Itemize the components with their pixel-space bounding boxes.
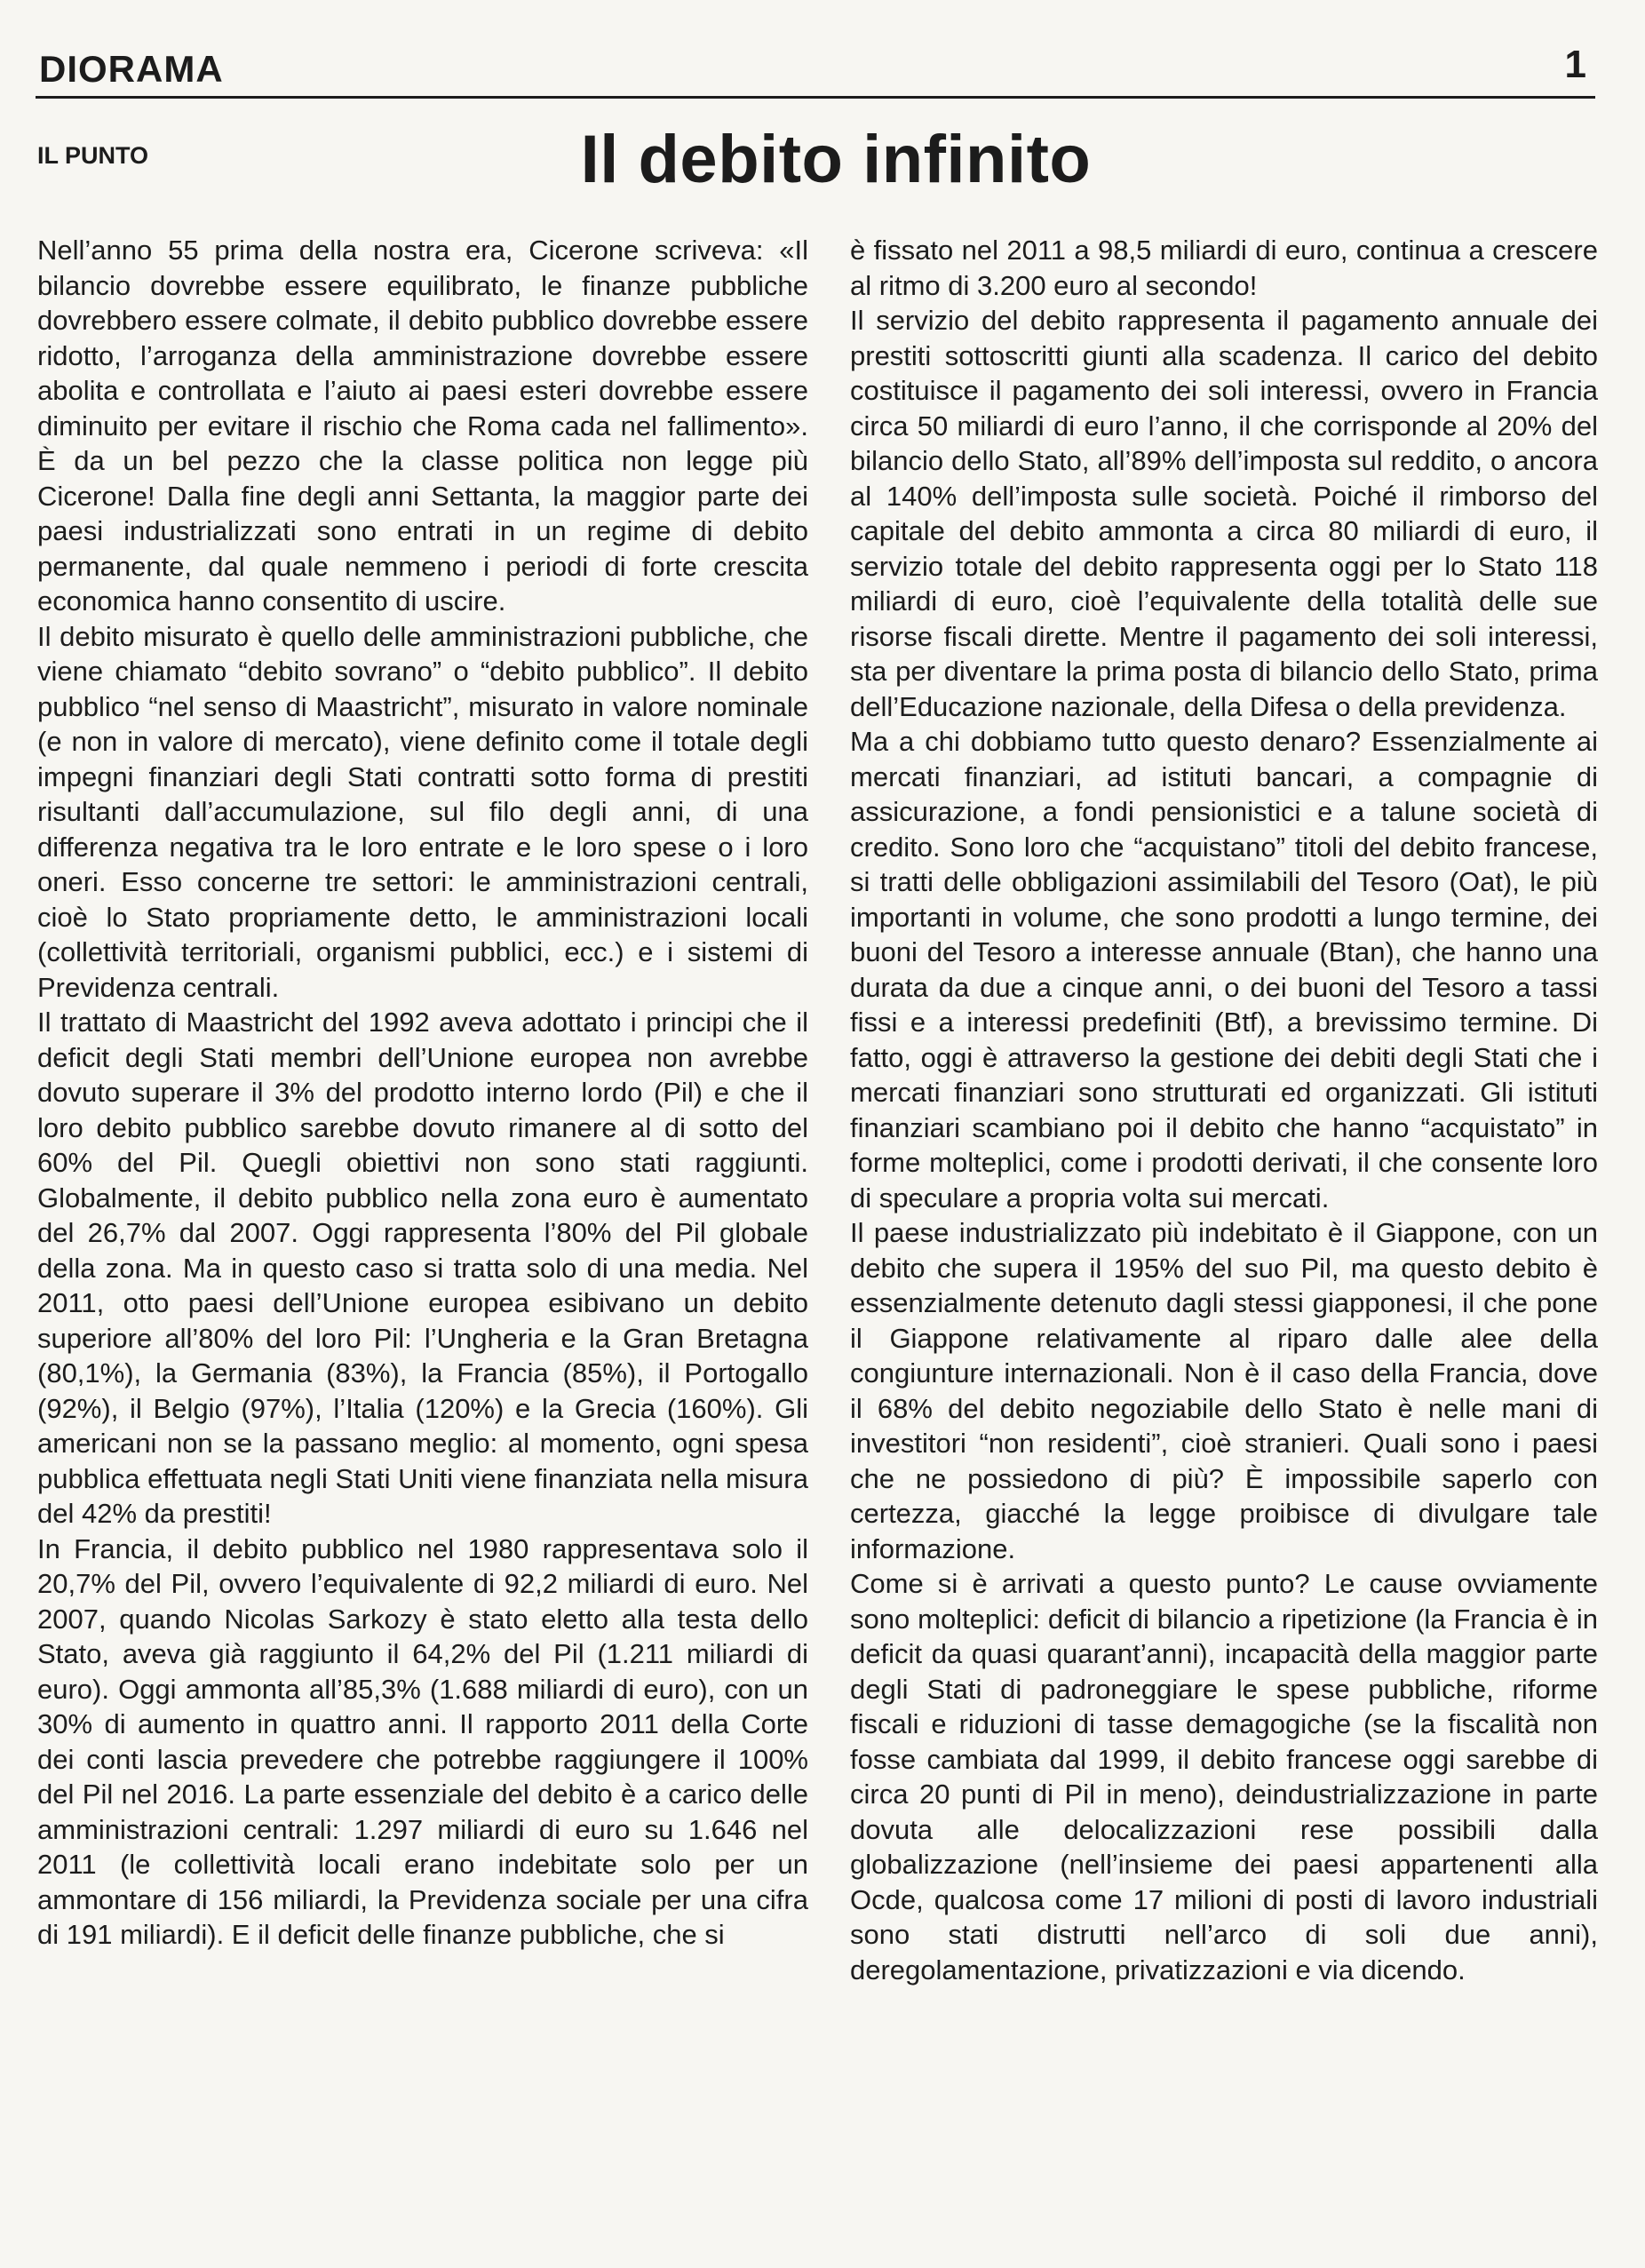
paragraph: Nell’anno 55 prima della nostra era, Cicerone scriveva: «Il bilancio dovrebbe essere equilibrato, le finanze pubbliche dovrebbero essere colmate, il debito pubblico dovrebbe essere ridotto, l’arroganza della amministrazione dovrebbe essere abolita e controllata e l’aiuto ai paesi esteri dovrebbe essere diminuito per evitare il rischio che Roma cada nel fallimento». È da un bel pezzo che la classe politica non legge più Cicerone! Dalla fine degli anni Settanta, la maggior parte dei paesi industrializzati sono entrati in un regime di debito permanente, dal quale nemmeno i periodi di forte crescita economica hanno consentito di uscire. (37, 235, 808, 617)
section-label: IL PUNTO (37, 142, 149, 169)
paragraph: Come si è arrivati a questo punto? Le cause ovviamente sono molteplici: deficit di bilancio a ripetizione (la Francia è in deficit da quasi quarant’anni), incapacità della maggior parte degli Stati di padroneggiare le spese pubbliche, riforme fiscali e riduzioni di tasse demagogiche (se la fiscalità non fosse cambiata dal 1999, il debito francese oggi sarebbe di circa 20 punti di Pil in meno), deindustrializzazione in parte dovuta alle delocalizzazioni rese possibili dalla globalizzazione (nell’insieme dei paesi appartenenti alla Ocde, qualcosa come 17 milioni di posti di lavoro industriali sono stati distrutti nell’arco di soli due anni), deregolamentazione, privatizzazioni e via dicendo. (850, 1568, 1598, 1985)
page-header (36, 43, 1595, 99)
paragraph: In Francia, il debito pubblico nel 1980 rappresentava solo il 20,7% del Pil, ovvero l’equivalente di 92,2 miliardi di euro. Nel 2007, quando Nicolas Sarkozy è stato eletto alla testa dello Stato, aveva già raggiunto il 64,2% del Pil (1.211 miliardi di euro). Oggi ammonta all’85,3% (1.688 miliardi di euro), con un 30% di aumento in quattro anni. Il rapporto 2011 della Corte dei conti lascia prevedere che potrebbe raggiungere il 100% del Pil nel 2016. La parte essenziale del debito è a carico delle amministrazioni centrali: 1.297 miliardi di euro su 1.646 nel 2011 (le collettività locali erano indebitate solo per un ammontare di 156 miliardi, la Previdenza sociale per una cifra di 191 miliardi). E il deficit delle finanze pubbliche, che si (37, 1532, 808, 1950)
paragraph: Il debito misurato è quello delle amministrazioni pubbliche, che viene chiamato “debito sovrano” o “debito pubblico”. Il debito pubblico “nel senso di Maastricht”, misurato in valore nominale (e non in valore di mercato), viene definito come il totale degli impegni finanziari degli Stati contratti sotto forma di prestiti risultanti dall’accumulazione, sul filo degli anni, di una differenza negativa tra le loro entrate e le loro spese o i loro oneri. Esso concerne tre settori: le amministrazioni centrali, cioè lo Stato propriamente detto, le amministrazioni locali (collettività territoriali, organismi pubblici, ecc.) e i sistemi di Previdenza centrali. (37, 620, 808, 1003)
paragraph: Il trattato di Maastricht del 1992 aveva adottato i principi che il deficit degli Stati membri dell’Unione europea non avrebbe dovuto superare il 3% del prodotto interno lordo (Pil) e che il loro debito pubblico sarebbe dovuto rimanere al di sotto del 60% del Pil. Quegli obiettivi non sono stati raggiunti. Globalmente, il debito pubblico nella zona euro è aumentato del 26,7% dal 2007. Oggi rappresenta l’80% del Pil globale della zona. Ma in questo caso si tratta solo di una media. Nel 2011, otto paesi dell’Unione europea esibivano un debito superiore all’80% del loro Pil: l’Ungheria e la Gran Bretagna (80,1%), la Germania (83%), la Francia (85%), il Portogallo (92%), il Belgio (97%), l’Italia (120%) e la Grecia (160%). Gli americani non se la passano meglio: al momento, ogni spesa pubblica effettuata negli Stati Uniti viene finanziata nella misura del 42% da prestiti! (37, 1007, 808, 1529)
paragraph: Ma a chi dobbiamo tutto questo denaro? Essenzialmente ai mercati finanziari, ad istituti bancari, a compagnie di assicurazione, a fondi pensionistici e a talune società di credito. Sono loro che “acquistano” titoli del debito francese, si tratti delle obbligazioni assimilabili del Tesoro (Oat), le più importanti in volume, che sono prodotti a lungo termine, dei buoni del Tesoro a interesse annuale (Btan), che hanno una durata da due a cinque anni, o dei buoni del Tesoro a tassi fissi e a interessi predefiniti (Btf), a brevissimo termine. Di fatto, oggi è attraverso la gestione dei debiti degli Stati che i mercati finanziari sono strutturati ed organizzati. Gli istituti finanziari scambiano poi il debito che hanno “acquistato” in forme molteplici, come i prodotti derivati, il che consente loro di speculare a propria volta sui mercati. (850, 726, 1598, 1214)
paragraph: Il servizio del debito rappresenta il pagamento annuale dei prestiti sottoscritti giunti alla scadenza. Il carico del debito costituisce il pagamento dei soli interessi, ovvero in Francia circa 50 miliardi di euro l’anno, il che corrisponde al 20% del bilancio dello Stato, all’89% dell’imposta sul reddito, o ancora al 140% dell’imposta sulle società. Poiché il rimborso del capitale del debito ammonta a circa 80 miliardi di euro, il servizio totale del debito rappresenta oggi per lo Stato 118 miliardi di euro, cioè l’equivalente della totalità delle sue risorse fiscali dirette. Mentre il pagamento dei soli interessi, sta per diventare la prima posta di bilancio dello Stato, prima dell’Educazione nazionale, della Difesa o della previdenza. (850, 305, 1598, 722)
right-column (850, 233, 1598, 2232)
page-number: 1 (1564, 43, 1586, 86)
left-column (37, 233, 808, 2232)
paragraph: è fissato nel 2011 a 98,5 miliardi di euro, continua a crescere al ritmo di 3.200 euro al secondo! (850, 235, 1598, 301)
magazine-name: DIORAMA (39, 48, 224, 90)
paragraph: Il paese industrializzato più indebitato è il Giappone, con un debito che supera il 195% del suo Pil, ma questo debito è essenzialmente detenuto dagli stessi giapponesi, il che pone il Giappone relativamente al riparo dalle alee della congiunture internazionali. Non è il caso della Francia, dove il 68% del debito negoziabile dello Stato è nelle mani di investitori “non residenti”, cioè stranieri. Quali sono i paesi che ne possiedono di più? È impossibile saperlo con certezza, giacché la legge proibisce di divulgare tale informazione. (850, 1217, 1598, 1564)
article-title: Il debito infinito (580, 122, 1092, 197)
